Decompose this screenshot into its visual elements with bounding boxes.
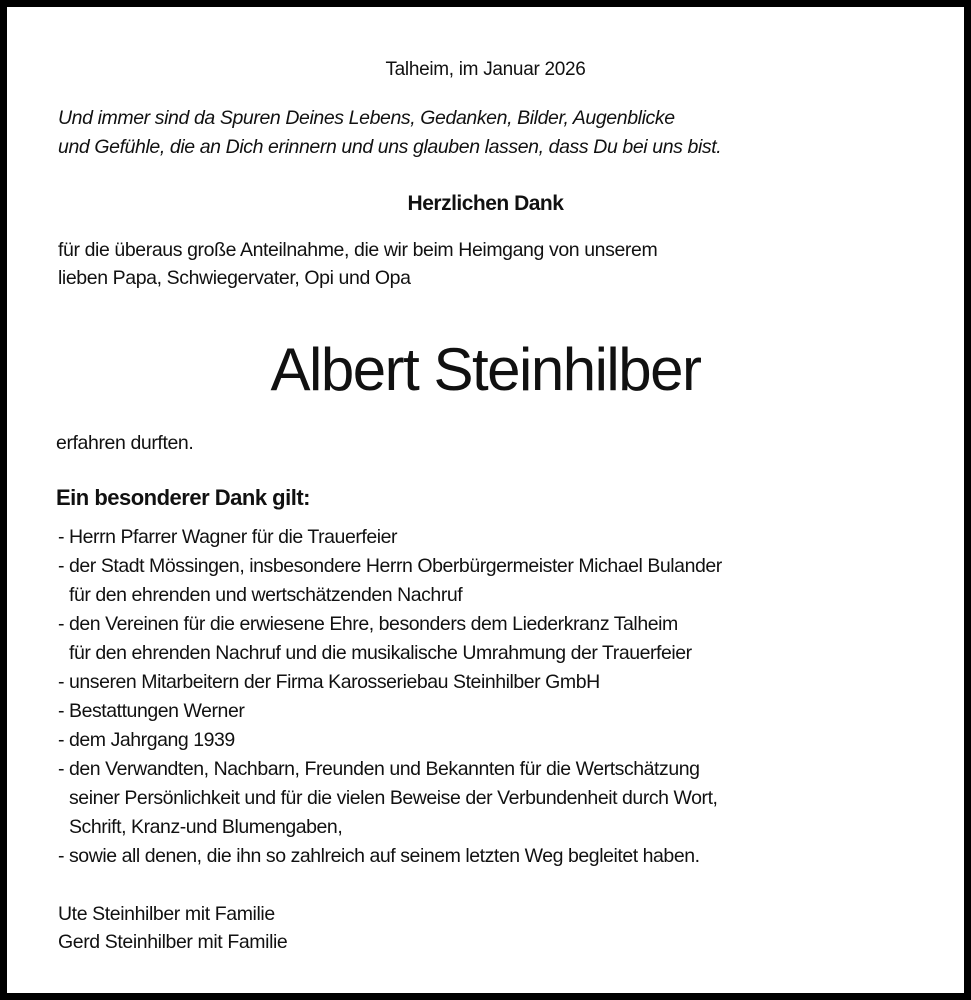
signature-line: Ute Steinhilber mit Familie (58, 903, 275, 925)
special-thanks-list (58, 523, 722, 871)
list-item-text: - der Stadt Mössingen, insbesondere Herrn Oberbürgermeister Michael Bulander (58, 555, 722, 577)
list-item (58, 842, 722, 871)
list-item-continuation: für den ehrenden Nachruf und die musikalische Umrahmung der Trauerfeier (69, 642, 692, 664)
intro-line: für die überaus große Anteilnahme, die wir beim Heimgang von unserem (58, 239, 658, 261)
list-item-continuation: Schrift, Kranz-und Blumengaben, (69, 816, 343, 838)
intro-text (58, 236, 657, 292)
list-item-text: - unseren Mitarbeitern der Firma Karosseriebau Steinhilber GmbH (58, 671, 600, 693)
quote-line: und Gefühle, die an Dich erinnern und uns glauben lassen, dass Du bei uns bist. (58, 136, 722, 158)
closing-text: erfahren durften. (56, 432, 194, 454)
list-item (58, 610, 722, 668)
list-item (58, 697, 722, 726)
dateline: Talheim, im Januar 2026 (385, 59, 586, 80)
list-item-continuation: für den ehrenden und wertschätzenden Nachruf (69, 584, 463, 606)
obituary-thank-you-notice (7, 7, 964, 993)
deceased-name: Albert Steinhilber (270, 336, 701, 403)
memorial-quote (58, 104, 721, 162)
list-item (58, 552, 722, 610)
special-thanks-heading: Ein besonderer Dank gilt: (56, 485, 310, 510)
list-item (58, 755, 722, 842)
thanks-heading: Herzlichen Dank (407, 192, 564, 215)
quote-line: Und immer sind da Spuren Deines Lebens, Gedanken, Bilder, Augenblicke (58, 107, 675, 129)
list-item-text: - sowie all denen, die ihn so zahlreich auf seinem letzten Weg begleitet haben. (58, 845, 700, 867)
list-item (58, 726, 722, 755)
signature-line: Gerd Steinhilber mit Familie (58, 931, 288, 953)
list-item-text: - Bestattungen Werner (58, 700, 245, 722)
list-item-text: - den Verwandten, Nachbarn, Freunden und Bekannten für die Wertschätzung (58, 758, 700, 780)
list-item-continuation: seiner Persönlichkeit und für die vielen Beweise der Verbundenheit durch Wort, (69, 787, 718, 809)
signatures (58, 900, 287, 956)
list-item (58, 668, 722, 697)
list-item (58, 523, 722, 552)
list-item-text: - Herrn Pfarrer Wagner für die Trauerfeier (58, 526, 398, 548)
list-item-text: - dem Jahrgang 1939 (58, 729, 235, 751)
intro-line: lieben Papa, Schwiegervater, Opi und Opa (58, 267, 411, 289)
list-item-text: - den Vereinen für die erwiesene Ehre, besonders dem Liederkranz Talheim (58, 613, 678, 635)
